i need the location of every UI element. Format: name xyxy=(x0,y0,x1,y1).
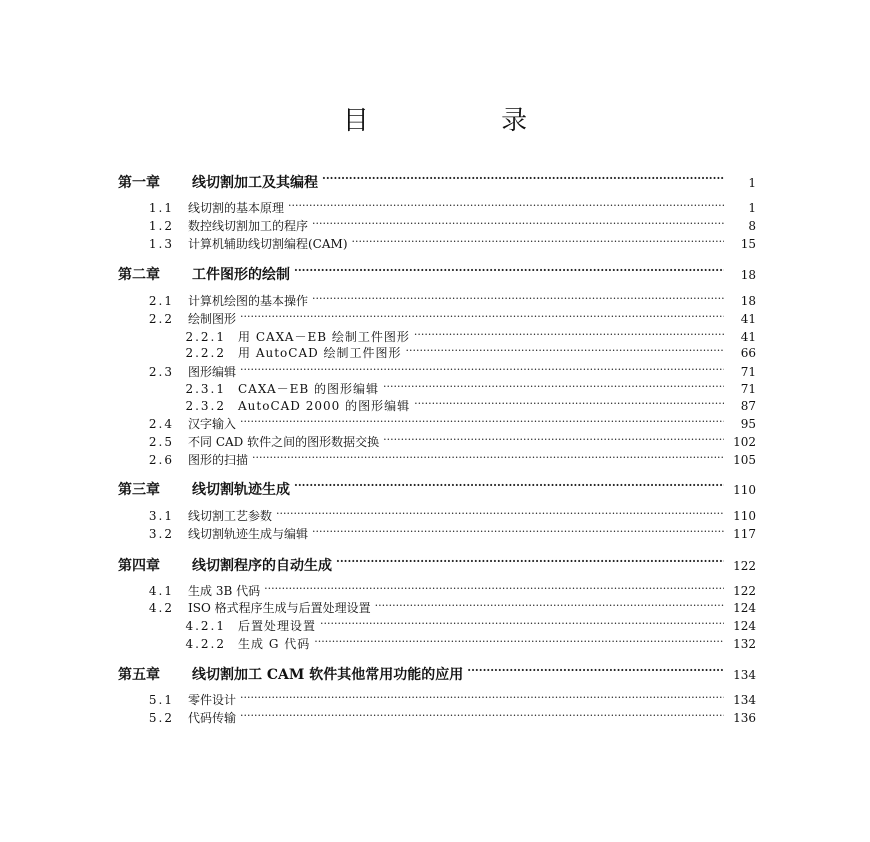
dot-leader xyxy=(252,452,724,464)
toc-entry-page-number: 124 xyxy=(733,619,756,633)
toc-entry-title: 图形编辑 xyxy=(188,365,237,379)
dot-leader xyxy=(240,364,724,376)
toc-entry-title: 用 AutoCAD 绘制工件图形 xyxy=(238,346,402,360)
toc-entry-number: 4.2.2 xyxy=(185,637,226,651)
dot-leader xyxy=(406,345,724,357)
toc-chapter-entry xyxy=(118,172,756,192)
toc-entry-title: 汉字输入 xyxy=(188,417,237,431)
toc-section-entry xyxy=(118,525,756,542)
toc-entry-title: 线切割加工 CAM 软件其他常用功能的应用 xyxy=(192,667,464,683)
toc-entry-page-number: 1 xyxy=(748,176,756,190)
toc-entry-number: 5.1 xyxy=(148,693,174,707)
toc-entry-page-number: 95 xyxy=(740,417,756,431)
toc-entry-number: 第五章 xyxy=(118,667,160,683)
toc-entry-number: 3.1 xyxy=(148,509,174,523)
toc-entry-number: 2.3 xyxy=(148,365,174,379)
dot-leader xyxy=(312,218,724,230)
toc-entry-number: 第三章 xyxy=(118,482,160,498)
toc-subsection-entry xyxy=(118,397,756,414)
toc-entry-title: 生成 G 代码 xyxy=(238,637,311,651)
toc-section-entry xyxy=(118,582,756,599)
toc-entry-page-number: 110 xyxy=(733,509,756,523)
toc-chapter-entry xyxy=(118,555,756,575)
toc-entry-number: 2.4 xyxy=(148,417,174,431)
toc-entry-title: 不同 CAD 软件之间的图形数据交换 xyxy=(188,435,380,449)
toc-entry-title: 图形的扫描 xyxy=(188,453,249,467)
toc-section-entry xyxy=(118,433,756,450)
toc-entry-number: 4.2.1 xyxy=(185,619,226,633)
dot-leader xyxy=(240,311,724,323)
toc-entry-page-number: 41 xyxy=(740,312,756,326)
toc-entry-page-number: 117 xyxy=(733,527,756,541)
toc-section-entry xyxy=(118,363,756,380)
toc-chapter-entry xyxy=(118,664,756,684)
toc-chapter-entry xyxy=(118,479,756,499)
toc-entry-page-number: 18 xyxy=(740,268,756,282)
toc-section-entry xyxy=(118,310,756,327)
toc-section-entry xyxy=(118,415,756,432)
toc-entry-title: CAXA－EB 的图形编辑 xyxy=(238,382,380,396)
toc-entry-title: 零件设计 xyxy=(188,693,237,707)
toc-entry-title: 线切割轨迹生成 xyxy=(192,482,290,498)
toc-section-entry xyxy=(118,709,756,726)
toc-entry-number: 4.2 xyxy=(148,601,174,615)
page-title: 目 录 xyxy=(342,106,590,136)
toc-entry-title: 计算机绘图的基本操作 xyxy=(188,294,309,308)
toc-entry-page-number: 110 xyxy=(733,483,756,497)
toc-entry-title: 线切割的基本原理 xyxy=(188,201,285,215)
toc-entry-page-number: 122 xyxy=(733,559,756,573)
toc-entry-number: 2.3.1 xyxy=(185,382,226,396)
toc-entry-number: 2.2.1 xyxy=(185,330,226,344)
toc-subsection-entry xyxy=(118,617,756,634)
dot-leader xyxy=(322,173,724,187)
toc-entry-number: 第一章 xyxy=(118,175,160,191)
dot-leader xyxy=(240,692,724,704)
toc-entry-title: ISO 格式程序生成与后置处理设置 xyxy=(188,601,371,615)
toc-section-entry xyxy=(118,451,756,468)
dot-leader xyxy=(288,200,724,212)
toc-entry-number: 2.6 xyxy=(148,453,174,467)
toc-entry-page-number: 71 xyxy=(740,365,756,379)
toc-entry-title: 用 CAXA－EB 绘制工件图形 xyxy=(238,330,410,344)
toc-entry-page-number: 8 xyxy=(748,219,756,233)
toc-section-entry xyxy=(118,599,756,616)
dot-leader xyxy=(336,556,724,570)
toc-entry-page-number: 41 xyxy=(740,330,756,344)
toc-entry-title: 计算机辅助线切割编程(CAM) xyxy=(188,237,348,251)
dot-leader xyxy=(240,416,724,428)
toc-entry-page-number: 66 xyxy=(740,346,756,360)
toc-entry-page-number: 132 xyxy=(733,637,756,651)
toc-entry-title: 工件图形的绘制 xyxy=(192,267,290,283)
toc-entry-title: 生成 3B 代码 xyxy=(188,584,261,598)
toc-entry-title: 代码传输 xyxy=(188,711,237,725)
toc-entry-title: AutoCAD 2000 的图形编辑 xyxy=(238,399,411,413)
dot-leader xyxy=(375,600,724,612)
toc-subsection-entry xyxy=(118,380,756,397)
dot-leader xyxy=(414,329,724,341)
toc-entry-page-number: 134 xyxy=(733,668,756,682)
dot-leader xyxy=(467,665,724,679)
dot-leader xyxy=(352,236,725,248)
toc-entry-number: 2.3.2 xyxy=(185,399,226,413)
toc-section-entry xyxy=(118,691,756,708)
toc-entry-title: 线切割程序的自动生成 xyxy=(192,558,332,574)
dot-leader xyxy=(320,618,724,630)
toc-subsection-entry xyxy=(118,344,756,361)
toc-entry-number: 2.5 xyxy=(148,435,174,449)
dot-leader xyxy=(383,381,724,393)
toc-section-entry xyxy=(118,199,756,216)
dot-leader xyxy=(312,293,724,305)
toc-entry-page-number: 134 xyxy=(733,693,756,707)
toc-entry-number: 第二章 xyxy=(118,267,160,283)
dot-leader xyxy=(312,526,724,538)
toc-subsection-entry xyxy=(118,328,756,345)
toc-entry-title: 线切割加工及其编程 xyxy=(192,175,318,191)
toc-section-entry xyxy=(118,217,756,234)
toc-entry-page-number: 122 xyxy=(733,584,756,598)
dot-leader xyxy=(264,583,724,595)
dot-leader xyxy=(414,398,724,410)
toc-entry-number: 1.1 xyxy=(148,201,174,215)
toc-entry-number: 4.1 xyxy=(148,584,174,598)
toc-entry-number: 第四章 xyxy=(118,558,160,574)
toc-entry-page-number: 18 xyxy=(740,294,756,308)
toc-entry-page-number: 15 xyxy=(740,237,756,251)
toc-entry-number: 2.2 xyxy=(148,312,174,326)
dot-leader xyxy=(294,480,724,494)
toc-entry-page-number: 105 xyxy=(733,453,756,467)
toc-entry-number: 1.2 xyxy=(148,219,174,233)
toc-entry-number: 2.2.2 xyxy=(185,346,226,360)
dot-leader xyxy=(383,434,724,446)
dot-leader xyxy=(314,636,724,648)
toc-entry-page-number: 1 xyxy=(748,201,756,215)
toc-entry-title: 线切割轨迹生成与编辑 xyxy=(188,527,309,541)
toc-entry-title: 绘制图形 xyxy=(188,312,237,326)
toc-entry-number: 5.2 xyxy=(148,711,174,725)
toc-entry-number: 1.3 xyxy=(148,237,174,251)
toc-entry-page-number: 136 xyxy=(733,711,756,725)
toc-entry-number: 2.1 xyxy=(148,294,174,308)
toc-entry-page-number: 71 xyxy=(740,382,756,396)
toc-entry-page-number: 102 xyxy=(733,435,756,449)
toc-section-entry xyxy=(118,292,756,309)
toc-entry-number: 3.2 xyxy=(148,527,174,541)
toc-section-entry xyxy=(118,507,756,524)
toc-subsection-entry xyxy=(118,635,756,652)
dot-leader xyxy=(276,508,724,520)
toc-entry-title: 线切割工艺参数 xyxy=(188,509,273,523)
toc-entry-title: 数控线切割加工的程序 xyxy=(188,219,309,233)
toc-entry-page-number: 124 xyxy=(733,601,756,615)
toc-entry-page-number: 87 xyxy=(740,399,756,413)
dot-leader xyxy=(240,710,724,722)
toc-entry-title: 后置处理设置 xyxy=(238,619,317,633)
toc-chapter-entry xyxy=(118,264,756,284)
dot-leader xyxy=(294,265,724,279)
toc-section-entry xyxy=(118,235,756,252)
